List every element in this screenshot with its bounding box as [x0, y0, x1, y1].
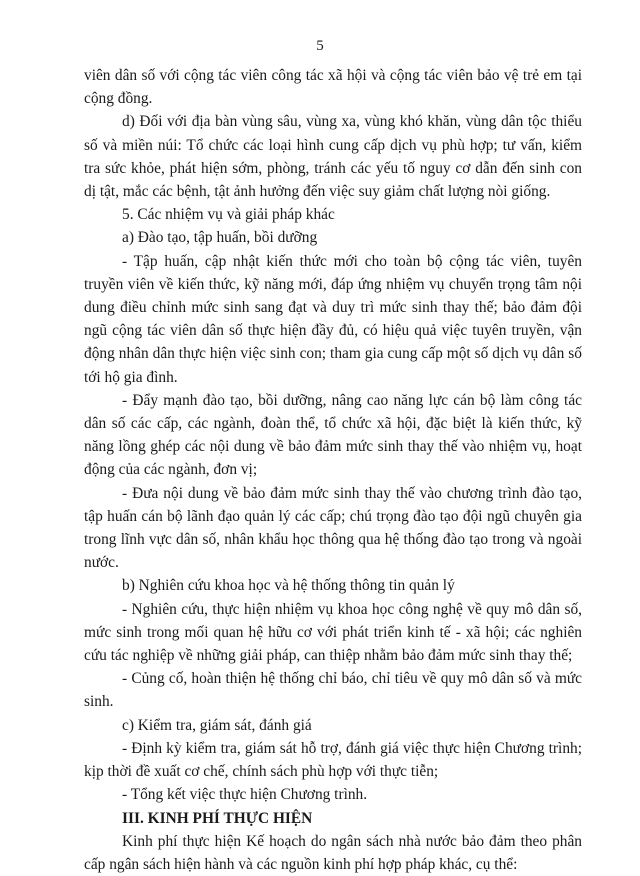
paragraph-funding: Kinh phí thực hiện Kế hoạch do ngân sách nhà nước bảo đảm theo phân cấp ngân sách hiện hành và các nguồn kinh phí hợp pháp khác, cụ thể: — [84, 832, 582, 873]
paragraph-indicator-system: - Củng cố, hoàn thiện hệ thống chỉ báo, chỉ tiêu về quy mô dân số và mức sinh. — [84, 670, 582, 711]
paragraph-continuation: viên dân số với cộng tác viên công tác xã hội và cộng tác viên bảo vệ trẻ em tại cộng đồng. — [84, 67, 582, 108]
section-heading-other-tasks: 5. Các nhiệm vụ và giải pháp khác — [122, 206, 335, 224]
section-heading-funding: III. KINH PHÍ THỰC HIỆN — [122, 809, 313, 827]
subsection-heading-monitoring: c) Kiểm tra, giám sát, đánh giá — [122, 716, 312, 734]
subsection-heading-training: a) Đào tạo, tập huấn, bồi dưỡng — [122, 229, 318, 247]
paragraph-program-summary: - Tổng kết việc thực hiện Chương trình. — [122, 786, 368, 804]
paragraph-remote-areas: d) Đối với địa bàn vùng sâu, vùng xa, vùng khó khăn, vùng dân tộc thiểu số và miền núi: Tổ chức các loại hình cung cấp dịch vụ phù hợp; tư vấn, kiểm tra sức khỏe, phát hiện sớm, phòng, tránh các yếu tố nguy cơ dẫn đến sinh con dị tật, mắc các bệnh, tật ảnh hưởng đến việc suy giảm chất lượng nòi giống. — [84, 113, 582, 201]
paragraph-periodic-inspection: - Định kỳ kiểm tra, giám sát hỗ trợ, đánh giá việc thực hiện Chương trình; kịp thời đề xuất cơ chế, chính sách phù hợp với thực tiễn; — [84, 739, 582, 781]
paragraph-capacity-building: - Đẩy mạnh đào tạo, bồi dưỡng, nâng cao năng lực cán bộ làm công tác dân số các cấp, các ngành, đoàn thể, tổ chức xã hội, đặc biệt là kiến thức, kỹ năng lồng ghép các nội dung về bảo đảm mức sinh thay thế vào nhiệm vụ, hoạt động của các ngành, đơn vị; — [84, 391, 582, 479]
paragraph-training-programs: - Đưa nội dung về bảo đảm mức sinh thay thế vào chương trình đào tạo, tập huấn cán bộ lãnh đạo quản lý các cấp; chú trọng đào tạo đội ngũ chuyên gia trong lĩnh vực dân số, nhân khẩu học thông qua hệ thống đào tạo trong và ngoài nước. — [84, 484, 582, 572]
page-number: 5 — [316, 38, 324, 54]
subsection-heading-research: b) Nghiên cứu khoa học và hệ thống thông tin quản lý — [122, 577, 455, 595]
document-body — [84, 64, 582, 876]
paragraph-research-tasks: - Nghiên cứu, thực hiện nhiệm vụ khoa học công nghệ về quy mô dân số, mức sinh trong mối quan hệ hữu cơ với phát triển kinh tế - xã hội; các nghiên cứu tác nghiệp về những giải pháp, can thiệp nhằm bảo đảm mức sinh thay thế; — [84, 600, 582, 665]
paragraph-training-collaborators: - Tập huấn, cập nhật kiến thức mới cho toàn bộ cộng tác viên, tuyên truyền viên về kiến thức, kỹ năng mới, đáp ứng nhiệm vụ chuyển trọng tâm nội dung điều chỉnh mức sinh sang đạt và duy trì mức sinh thay thế; bảo đảm đội ngũ cộng tác viên dân số thực hiện đầy đủ, có hiệu quả việc tuyên truyền, vận động nhân dân thực hiện việc sinh con; tham gia cung cấp một số dịch vụ dân số tới hộ gia đình. — [84, 252, 582, 386]
